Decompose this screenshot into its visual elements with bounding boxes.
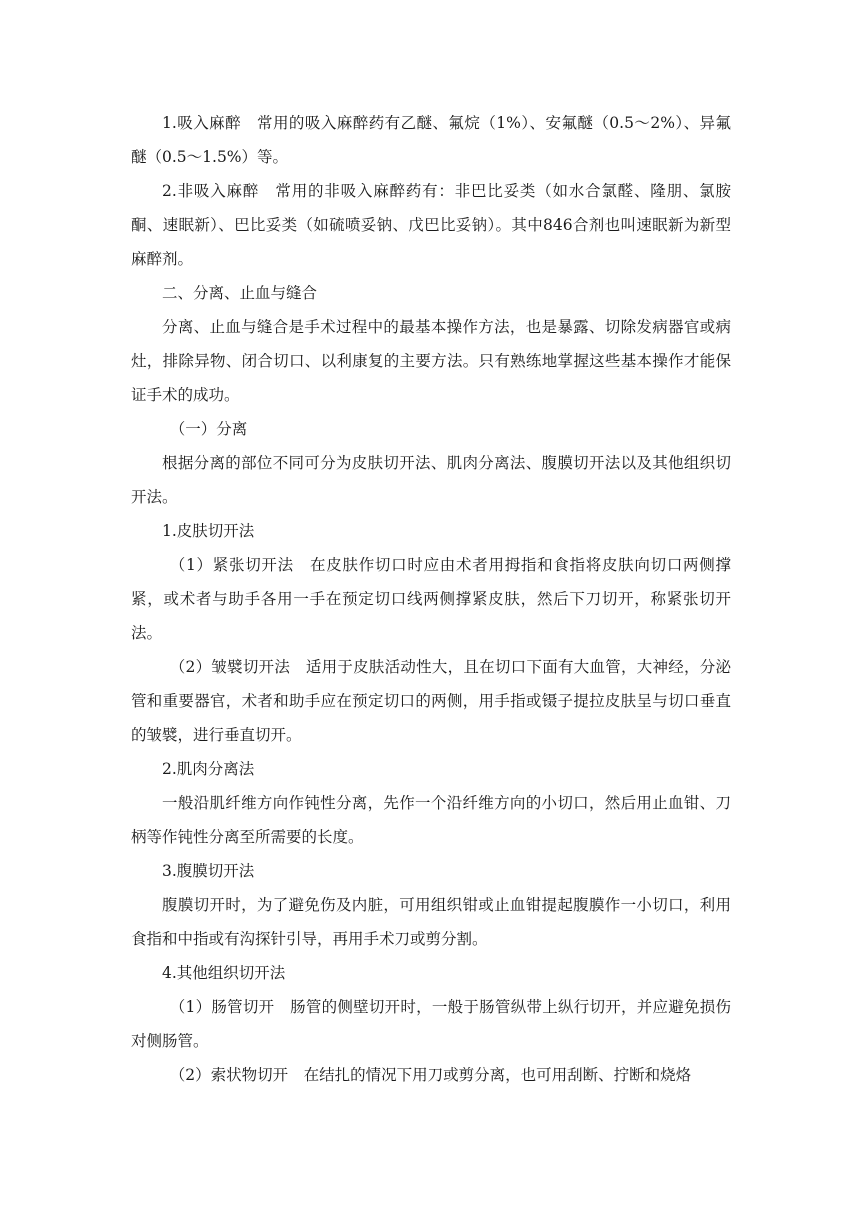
paragraph-peritoneum-incision: 腹膜切开时，为了避免伤及内脏，可用组织钳或止血钳提起腹膜作一小切口，利用食指和中指或有沟探针引导，再用手术刀或剪分割。 bbox=[131, 896, 731, 948]
item-heading-other-tissue-incision: 4.其他组织切开法 bbox=[162, 964, 286, 982]
paragraph-text: 在结扎的情况下用刀或剪分离，也可用刮断、拧断和烧烙 bbox=[303, 1066, 692, 1084]
paragraph-tension-incision bbox=[131, 548, 731, 650]
paragraph-heading: （2）索状物切开 bbox=[169, 1066, 289, 1084]
item-heading-muscle-separation: 2.肌肉分离法 bbox=[162, 760, 255, 778]
item-heading-skin-incision: 1.皮肤切开法 bbox=[162, 522, 255, 540]
paragraph-muscle-separation: 一般沿肌纤维方向作钝性分离，先作一个沿纤维方向的小切口，然后用止血钳、刀柄等作钝性分离至所需要的长度。 bbox=[131, 794, 731, 846]
paragraph-intestine-incision bbox=[131, 990, 731, 1058]
paragraph-heading: （1）紧张切开法 bbox=[169, 556, 294, 574]
document-body bbox=[131, 106, 731, 1092]
paragraph-text: 肠管的侧壁切开时，一般于肠管纵带上纵行切开，并应避免损伤对侧肠管。 bbox=[131, 998, 731, 1050]
paragraph-text: 适用于皮肤活动性大，且在切口下面有大血管，大神经，分泌管和重要器官，术者和助手应在预定切口的两侧，用手指或镊子提拉皮肤呈与切口垂直的皱襞，进行垂直切开。 bbox=[131, 658, 731, 744]
paragraph-heading: 2.非吸入麻醉 bbox=[162, 182, 260, 200]
paragraph-text: 在皮肤作切口时应由术者用拇指和食指将皮肤向切口两侧撑紧，或术者与助手各用一手在预定切口线两侧撑紧皮肤，然后下刀切开，称紧张切开法。 bbox=[131, 556, 731, 642]
section-heading: 二、分离、止血与缝合 bbox=[162, 284, 318, 302]
item-heading-peritoneum-incision: 3.腹膜切开法 bbox=[162, 862, 255, 880]
subsection-intro-paragraph: 根据分离的部位不同可分为皮肤切开法、肌肉分离法、腹膜切开法以及其他组织切开法。 bbox=[131, 454, 731, 506]
subsection-heading: （一）分离 bbox=[169, 420, 248, 438]
paragraph-heading: 1.吸入麻醉 bbox=[162, 114, 242, 132]
paragraph-non-inhalation-anesthesia bbox=[131, 174, 731, 276]
paragraph-heading: （2）皱襞切开法 bbox=[169, 658, 291, 676]
paragraph-inhalation-anesthesia bbox=[131, 106, 731, 174]
paragraph-heading: （1）肠管切开 bbox=[169, 998, 275, 1016]
section-intro-paragraph: 分离、止血与缝合是手术过程中的最基本操作方法，也是暴露、切除发病器官或病灶，排除异物、闭合切口、以利康复的主要方法。只有熟练地掌握这些基本操作才能保证手术的成功。 bbox=[131, 318, 731, 404]
paragraph-cord-incision bbox=[131, 1058, 731, 1092]
paragraph-text: 常用的非吸入麻醉药有：非巴比妥类（如水合氯醛、隆朋、氯胺酮、速眠新）、巴比妥类（如硫喷妥钠、戊巴比妥钠）。其中846合剂也叫速眠新为新型麻醉剂。 bbox=[131, 182, 731, 268]
paragraph-fold-incision bbox=[131, 650, 731, 752]
paragraph-text: 常用的吸入麻醉药有乙醚、氟烷（1%）、安氟醚（0.5～2%）、异氟醚（0.5～1.5%）等。 bbox=[131, 114, 731, 166]
